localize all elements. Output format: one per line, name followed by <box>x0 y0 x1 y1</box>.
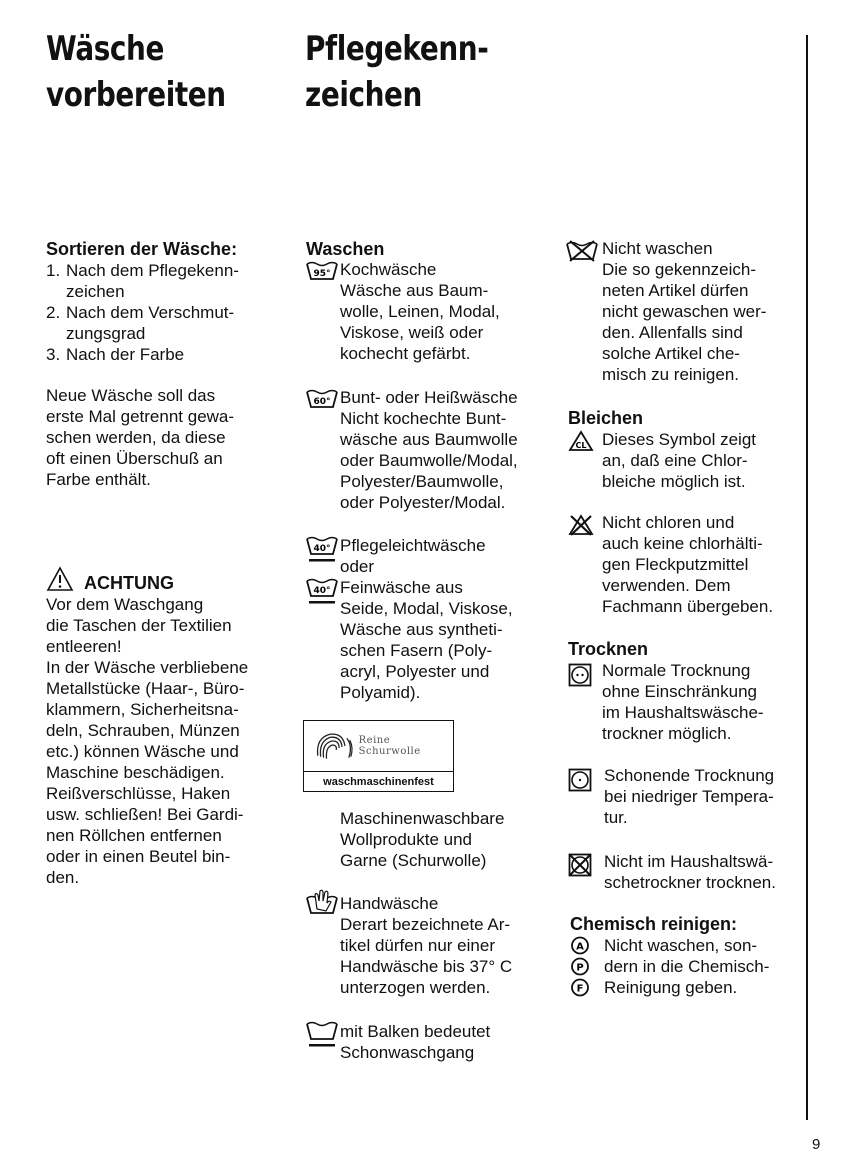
paragraph-neue-waesche: Neue Wäsche soll das erste Mal getrennt gewa- schen werden, da diese oft einen Überschuß an Farbe enthält. <box>46 386 235 489</box>
title-line: Wäsche <box>46 29 164 69</box>
page-edge-rule <box>806 35 808 1120</box>
care-schonend-trocknen: Schonende Trocknung bei niedriger Tempera- tur. <box>568 765 808 828</box>
no-bleach-icon <box>568 514 594 536</box>
bleach-triangle-icon <box>568 430 594 452</box>
warning-block: ACHTUNG Vor dem Waschgang die Taschen der Textilien entleeren! In der Wäsche verbliebene Metallstücke (Haar-, Büro- klammern, Sicherheitsna- deln, Schrauben, Münzen etc.) können Wäsche und Maschine beschädigen. Reißverschlüsse, Haken usw. schließen! Bei Gardi- nen Röllchen entfernen oder in einen Beutel bin- den. <box>46 564 291 888</box>
warning-heading-row <box>46 564 291 594</box>
sort-list <box>46 260 286 365</box>
column-sortieren <box>46 238 286 365</box>
woolmark-logo-icon <box>310 726 355 766</box>
symbol-temp: 95° <box>313 269 331 279</box>
care-nicht-trocknen: Nicht im Haushaltswä- schetrockner trocknen. <box>568 851 808 893</box>
svg-text:F: F <box>576 983 584 995</box>
title-waesche-vorbereiten <box>46 26 226 118</box>
title-line: Pflegekenn- <box>305 29 489 69</box>
tumble-dry-low-icon <box>568 768 592 792</box>
dry-clean-p-icon <box>570 956 590 977</box>
care-feinwaesche: 40° Feinwäsche aus Seide, Modal, Viskose, Wäsche aus syntheti- schen Fasern (Poly- acryl, Polyester und Polyamid). <box>306 577 556 703</box>
wash-tub-95-icon <box>306 261 338 281</box>
svg-text:P: P <box>576 962 584 974</box>
wash-tub-bar-icon <box>306 1021 338 1049</box>
heading-trocknen: Trocknen <box>568 639 649 659</box>
care-nicht-chloren: Nicht chloren und auch keine chlorhälti- gen Fleckputzmittel verwenden. Dem Fachmann übergeben. <box>568 512 808 617</box>
warning-triangle-icon <box>46 566 74 592</box>
trocknen-block: Trocknen Normale Trocknung ohne Einschränkung im Haushaltswäsche- trockner möglich. <box>568 638 808 744</box>
woolmark-brand: Reine Schurwolle <box>358 735 421 757</box>
title-pflegekennzeichen <box>305 26 488 118</box>
heading-chemisch: Chemisch reinigen: <box>570 914 738 934</box>
wash-tub-40-bar-icon <box>306 536 338 563</box>
heading-bleichen: Bleichen <box>568 408 644 428</box>
care-handwaesche: Handwäsche Derart bezeichnete Ar- tikel dürfen nur einer Handwäsche bis 37° C unterzogen werden. <box>306 893 556 998</box>
list-item: 2. Nach dem Verschmut- zungsgrad <box>46 303 235 343</box>
care-balken: mit Balken bedeutet Schonwaschgang <box>306 1021 556 1063</box>
page-number: 9 <box>812 1136 821 1153</box>
symbol-temp: 40° <box>313 586 331 596</box>
care-pflegeleicht: 40° Pflegeleichtwäsche oder <box>306 535 556 577</box>
list-item: 3. Nach der Farbe <box>46 345 185 364</box>
tumble-dry-normal-icon <box>568 663 592 687</box>
wool-text: Maschinenwaschbare Wollprodukte und Garne (Schurwolle) <box>340 809 505 870</box>
svg-text:A: A <box>576 941 584 953</box>
dry-clean-f-icon <box>570 977 590 998</box>
dry-clean-symbols <box>570 935 594 998</box>
warning-heading: ACHTUNG <box>84 573 174 593</box>
symbol-temp: 40° <box>313 544 331 554</box>
symbol-temp: 60° <box>313 397 331 407</box>
title-line: vorbereiten <box>46 75 226 115</box>
woolmark-label <box>303 720 454 792</box>
wash-tub-60-icon <box>306 389 338 409</box>
wash-tub-40-double-bar-icon <box>306 578 338 605</box>
woolmark-bottom-text: waschmaschinenfest <box>304 771 453 792</box>
do-not-tumble-dry-icon <box>568 853 592 877</box>
care-kochwaesche: 95° Kochwäsche Wäsche aus Baum- wolle, Leinen, Modal, Viskose, weiß oder kochecht gefärbt. <box>306 259 556 364</box>
title-line: zeichen <box>305 75 422 115</box>
list-item: 1. Nach dem Pflegekenn- zeichen <box>46 261 239 301</box>
woolmark-top <box>304 721 453 771</box>
chemisch-block: Chemisch reinigen: A P F Nicht waschen, son- dern in die Chemisch- Reinigung geben. <box>570 913 810 998</box>
hand-wash-icon <box>306 889 338 915</box>
heading-sortieren: Sortieren der Wäsche: <box>46 239 238 259</box>
care-nicht-waschen: Nicht waschen Die so gekennzeich- neten Artikel dürfen nicht gewaschen wer- den. Allenfalls sind solche Artikel che- misch zu reinigen. <box>566 238 806 385</box>
do-not-wash-icon <box>566 240 598 262</box>
bleichen-block: Bleichen CL Dieses Symbol zeigt an, daß eine Chlor- bleiche möglich ist. <box>568 407 808 492</box>
heading-waschen: Waschen <box>306 239 385 259</box>
care-buntwaesche: 60° Bunt- oder Heißwäsche Nicht kochechte Bunt- wäsche aus Baumwolle oder Baumwolle/Modal, Polyester/Baumwolle, oder Polyester/Modal. <box>306 387 556 513</box>
heading-waschen-block <box>306 238 556 260</box>
dry-clean-a-icon <box>570 935 590 956</box>
svg-text:CL: CL <box>575 441 587 450</box>
